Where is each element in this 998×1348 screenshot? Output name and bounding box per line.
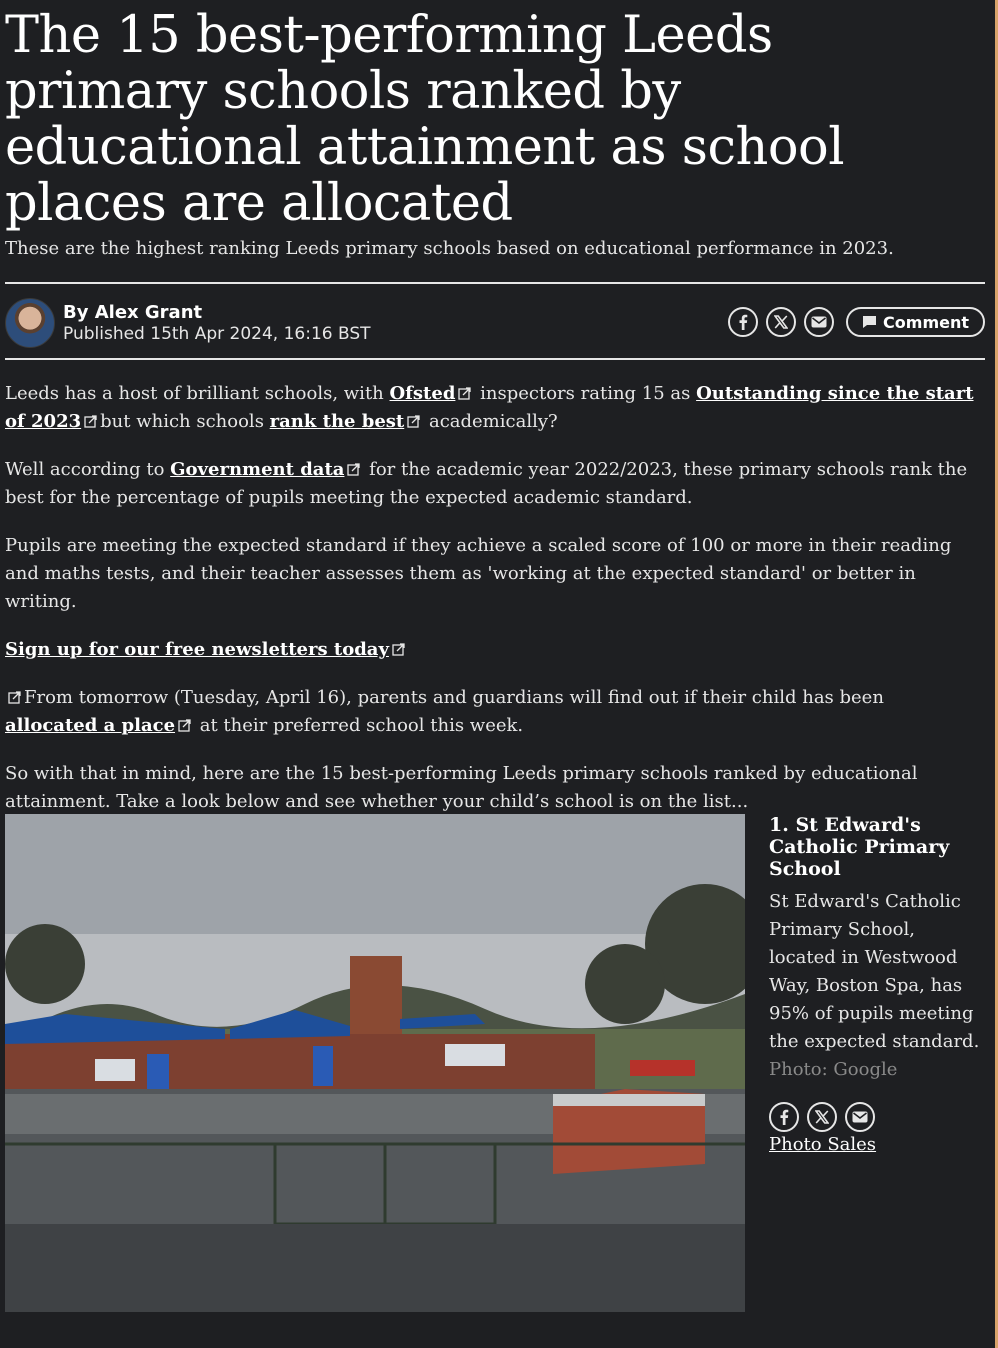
external-link-icon bbox=[8, 691, 21, 704]
author-avatar[interactable] bbox=[5, 298, 55, 348]
gallery-item-caption: St Edward's Catholic Primary School, located in Westwood Way, Boston Spa, has 95% of pupils meeting the expected standard. Photo: Google bbox=[769, 891, 980, 1080]
standfirst: These are the highest ranking Leeds primary schools based on educational performance in 2023. bbox=[5, 238, 894, 259]
allocated-place-link[interactable]: allocated a place bbox=[5, 715, 176, 736]
newsletter-link[interactable]: Sign up for our free newsletters today bbox=[5, 639, 389, 660]
x-share-button[interactable] bbox=[766, 307, 796, 337]
facebook-share-button[interactable] bbox=[728, 307, 758, 337]
school-building-illustration bbox=[5, 814, 745, 1312]
external-link-icon bbox=[392, 643, 405, 656]
paragraph: From tomorrow (Tuesday, April 16), parents and guardians will find out if their child has been allocated a place at their preferred school this week. bbox=[5, 687, 884, 736]
photo-share-bar bbox=[769, 1102, 985, 1132]
external-link-icon bbox=[347, 463, 360, 476]
paragraph: Well according to Government data for the academic year 2022/2023, these primary schools rank the best for the percentage of pupils meeting the expected academic standard. bbox=[5, 459, 968, 508]
article bbox=[5, 0, 985, 836]
paragraph: Pupils are meeting the expected standard if they achieve a scaled score of 100 or more in their reading and maths tests, and their teacher assesses them as 'working at the expected standard' or better in writing. bbox=[5, 535, 952, 612]
photo-sales-link[interactable]: Photo Sales bbox=[769, 1134, 877, 1155]
email-share-button[interactable] bbox=[845, 1102, 875, 1132]
email-icon bbox=[811, 316, 827, 328]
facebook-icon bbox=[736, 314, 750, 330]
byline bbox=[5, 284, 985, 358]
email-icon bbox=[852, 1111, 868, 1123]
share-bar bbox=[728, 307, 985, 337]
x-icon bbox=[774, 315, 788, 329]
external-link-icon bbox=[458, 387, 471, 400]
facebook-share-button[interactable] bbox=[769, 1102, 799, 1132]
ofsted-link[interactable]: Ofsted bbox=[389, 383, 456, 404]
photo-credit: Photo: Google bbox=[769, 1059, 898, 1080]
author-name[interactable]: By Alex Grant bbox=[63, 302, 203, 323]
divider bbox=[5, 358, 985, 360]
comment-icon bbox=[862, 315, 877, 329]
paragraph: Leeds has a host of brilliant schools, with Ofsted inspectors rating 15 as Outstanding since the start of 2023 but which schools rank the best academically? bbox=[5, 383, 974, 432]
gallery-item-title: 1. St Edward's Catholic Primary School bbox=[769, 814, 950, 880]
photo-gallery bbox=[5, 814, 985, 1312]
x-icon bbox=[815, 1110, 829, 1124]
photo-caption bbox=[769, 814, 985, 1155]
paragraph: So with that in mind, here are the 15 best-performing Leeds primary schools ranked by educational attainment. Take a look below and see whether your child’s school is on the list... bbox=[5, 763, 918, 812]
published-date: Published 15th Apr 2024, 16:16 BST bbox=[63, 324, 371, 344]
outstanding-link[interactable]: Outstanding since the start of 2023 bbox=[5, 383, 974, 432]
email-share-button[interactable] bbox=[804, 307, 834, 337]
x-share-button[interactable] bbox=[807, 1102, 837, 1132]
comment-button[interactable] bbox=[846, 307, 985, 337]
school-photo[interactable] bbox=[5, 814, 745, 1312]
paragraph bbox=[5, 636, 980, 664]
headline: The 15 best-performing Leeds primary schools ranked by educational attainment as school places are allocated bbox=[5, 6, 845, 233]
article-body bbox=[5, 380, 980, 816]
external-link-icon bbox=[178, 719, 191, 732]
external-link-icon bbox=[407, 415, 420, 428]
rank-the-best-link[interactable]: rank the best bbox=[269, 411, 405, 432]
government-data-link[interactable]: Government data bbox=[170, 459, 345, 480]
facebook-icon bbox=[777, 1109, 791, 1125]
external-link-icon bbox=[84, 415, 97, 428]
comment-label: Comment bbox=[883, 312, 969, 332]
